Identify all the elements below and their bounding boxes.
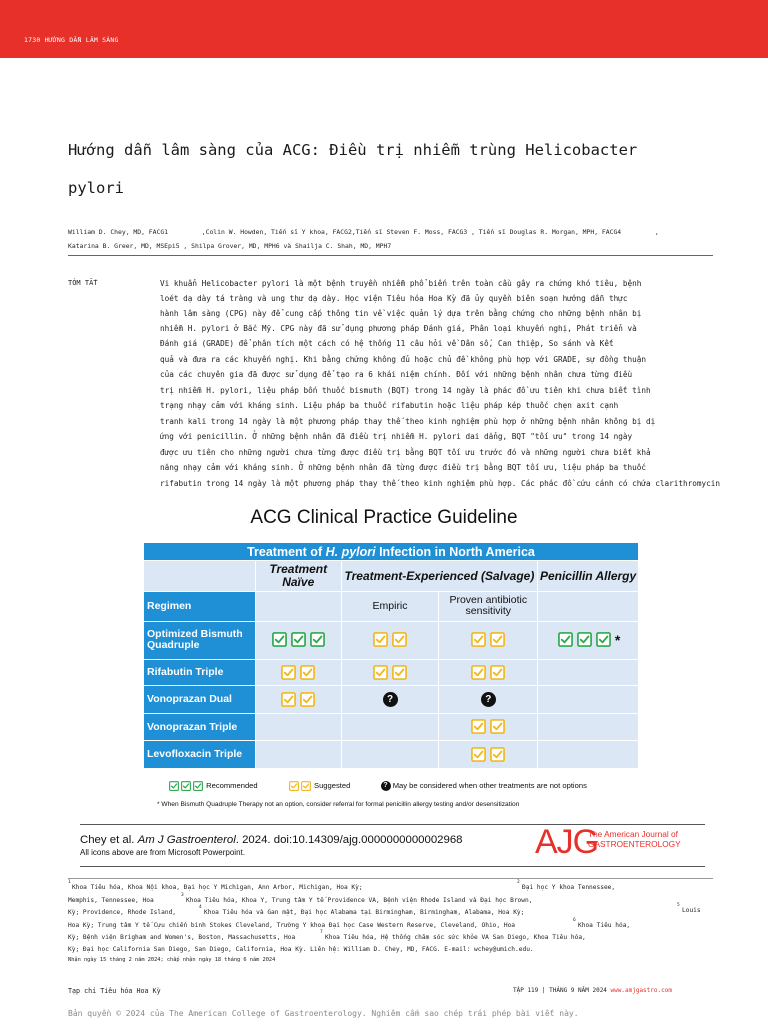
authors-comma: , [654, 228, 659, 236]
col-treatment-naive: Treatment Naïve [255, 561, 341, 592]
cell-vonoprazan-dual-proven [439, 686, 538, 714]
cell-vonoprazan-triple-proven [439, 713, 538, 741]
row-label-levofloxacin-triple: Levofloxacin Triple [144, 741, 256, 769]
figure-footnote: * When Bismuth Quadruple Therapy not an option, consider referral for formal penicillin allergy testing and/or desensitization [157, 801, 520, 808]
legend-question: May be considered when other treatments are not options [392, 781, 587, 790]
cell-rifabutin-empiric [341, 659, 439, 686]
row-label-bismuth-quadruple: Optimized Bismuth Quadruple [144, 621, 256, 659]
suggested-check-icon [301, 781, 311, 791]
recommended-check-icon [310, 632, 325, 647]
suggested-check-icon [471, 632, 486, 647]
figure-divider [80, 866, 705, 867]
recommended-check-icon [596, 632, 611, 647]
affiliations-divider [68, 878, 713, 879]
running-head: 1730 HƯỚNG DẪN LÂM SÀNG [24, 36, 119, 44]
suggested-check-icon [281, 665, 296, 680]
affiliation-line: Khoa Tiêu hóa và Gan mật, Đại học Alabama tại Birmingham, Birmingham, Alabama, Hoa Kỳ; [204, 909, 525, 916]
col-penicillin-allergy: Penicillin Allergy [538, 561, 639, 592]
suggested-check-icon [490, 719, 505, 734]
header-blank [144, 561, 256, 592]
col-treatment-experienced: Treatment-Experienced (Salvage) [341, 561, 537, 592]
question-mark-icon: ? [383, 692, 398, 707]
affiliation-line: Memphis, Tennessee, Hoa [68, 897, 154, 904]
article-title: Hướng dẫn lâm sàng của ACG: Điều trị nhiễm trùng Helicobacter [68, 141, 638, 159]
figure-divider [80, 824, 705, 825]
affiliation-line: Kỳ; Providence, Rhode Island, [68, 909, 177, 916]
suggested-check-icon [490, 632, 505, 647]
recommended-check-icon [181, 781, 191, 791]
recommended-check-icon [577, 632, 592, 647]
suggested-check-icon [490, 665, 505, 680]
cell-bismuth-naive [255, 621, 341, 659]
question-mark-icon: ? [381, 781, 391, 791]
question-mark-icon: ? [481, 692, 496, 707]
cell-vonoprazan-dual-empiric [341, 686, 439, 714]
authors-group: ,Colin W. Howden, Tiến sĩ Y khoa, FACG2,Tiến sĩ Steven F. Moss, FACG3 , Tiến sĩ Douglas R. Morgan, MPH, FACG4 [201, 228, 622, 236]
abstract-line: Vi khuẩn Helicobacter pylori là một bệnh truyền nhiễm phổ biến trên toàn cầu gây ra chứng khó tiêu, bệnh [160, 279, 642, 288]
cell-bismuth-empiric [341, 621, 439, 659]
figure-title: ACG Clinical Practice Guideline [250, 507, 518, 528]
divider [68, 255, 713, 256]
authors-line-2: Katarina B. Greer, MD, MSEpi5 , Shilpa Grover, MD, MPH6 và Shailja C. Shah, MD, MPH7 [68, 242, 392, 250]
cell-vonoprazan-dual-naive [255, 686, 341, 714]
abstract-line: quả và đưa ra các khuyến nghị. Khi bằng chứng không đủ hoặc chủ đề không phù hợp với GRADE, sự đồng thuận [160, 355, 646, 364]
author-chey: William D. Chey, MD, FACG1 [68, 228, 169, 236]
suggested-check-icon [373, 632, 388, 647]
suggested-check-icon [490, 747, 505, 762]
cell-bismuth-proven [439, 621, 538, 659]
affiliation-line: Khoa Tiêu hóa, Hệ thống chăm sóc sức khỏe VA San Diego, Khoa Tiêu hóa, [325, 934, 586, 941]
suggested-check-icon [471, 665, 486, 680]
table-banner: Treatment of H. pylori Infection in North America [144, 543, 639, 561]
abstract-line: trạng nhạy cảm với kháng sinh. Liệu pháp ba thuốc rifabutin hoặc liệu pháp kép thuốc chẹn axit cạnh [160, 401, 619, 410]
recommended-check-icon [558, 632, 573, 647]
row-label-vonoprazan-dual: Vonoprazan Dual [144, 686, 256, 714]
figure-citation: Chey et al. Am J Gastroenterol. 2024. doi:10.14309/ajg.0000000000002968 [80, 834, 463, 846]
legend-suggested: Suggested [314, 781, 351, 790]
cell-rifabutin-proven [439, 659, 538, 686]
ajg-logo: AJG [535, 823, 599, 861]
abstract-line: rifabutin trong 14 ngày là một phương pháp thay thế theo kinh nghiệm phù hợp. Các phác đồ cứu cánh có chứa clarithromycin [160, 479, 721, 488]
subcol-empiric: Empiric [341, 592, 439, 622]
icons-note: All icons above are from Microsoft Powerpoint. [80, 848, 245, 857]
suggested-check-icon [471, 719, 486, 734]
suggested-check-icon [281, 692, 296, 707]
suggested-check-icon [392, 665, 407, 680]
recommended-check-icon [272, 632, 287, 647]
legend-recommended: Recommended [206, 781, 258, 790]
affiliation-line: Louis [682, 907, 701, 914]
affiliation-line: Kỳ; Đại học California San Diego, San Diego, California, Hoa Kỳ. Liên hệ: William D. Chey, MD, FACG. E-mail: wchey@umich.edu. [68, 946, 534, 953]
suggested-check-icon [300, 692, 315, 707]
row-label-vonoprazan-triple: Vonoprazan Triple [144, 713, 256, 741]
abstract-label: TÓM TẮT [68, 279, 98, 287]
abstract-line: nhiễm H. pylori ở Bắc Mỹ. CPG này đã sử dụng phương pháp Đánh giá, Phân loại khuyến nghị, Phát triển và [160, 324, 637, 333]
cell-bismuth-allergy [538, 621, 639, 659]
authors-line [68, 228, 659, 236]
row-label-regimen: Regimen [144, 592, 256, 622]
figure-legend [168, 781, 587, 791]
asterisk-icon: * [614, 631, 621, 648]
journal-name: The American Journal of GASTROENTEROLOGY [588, 829, 681, 849]
abstract-line: ứng với penicillin. Ở những bệnh nhân đã điều trị nhiễm H. pylori dai dẳng, BQT "tối ưu" trong 14 ngày [160, 432, 633, 441]
journal-title: Tạp chí Tiêu hóa Hoa Kỳ [68, 987, 161, 995]
abstract-line: tranh kali trong 14 ngày là một phương pháp thay thế theo kinh nghiệm phù hợp ở những bệnh nhân không bị dị [160, 417, 656, 426]
abstract-line: được ưu tiên cho những người chưa từng được điều trị bằng BQT tối ưu trước đó và những người chưa biết khả [160, 448, 651, 457]
affiliation-line: Khoa Tiêu hóa, Khoa Nội khoa, Đại học Y Michigan, Ann Arbor, Michigan, Hoa Kỳ; [72, 884, 363, 891]
row-label-rifabutin-triple: Rifabutin Triple [144, 659, 256, 686]
abstract-line: hành lâm sàng (CPG) này để cung cấp thông tin về việc quản lý dựa trên bằng chứng cho những bệnh nhân bị [160, 309, 642, 318]
affiliation-line: Khoa Tiêu hóa, [578, 922, 631, 929]
abstract-line: Đánh giá (GRADE) để phân tích một cách có hệ thống 11 câu hỏi về Dân số, Can thiệp, So sánh và Kết [160, 339, 614, 348]
page-info: TẬP 119 | THÁNG 9 NĂM 2024 www.amjgastro.com [513, 987, 672, 994]
received-dates: Nhận ngày 15 tháng 2 năm 2024; chấp nhận ngày 18 tháng 6 năm 2024 [68, 957, 276, 963]
suggested-check-icon [471, 747, 486, 762]
suggested-check-icon [392, 632, 407, 647]
recommended-check-icon [193, 781, 203, 791]
suggested-check-icon [300, 665, 315, 680]
header-bar [0, 0, 768, 58]
cell-levofloxacin-proven [439, 741, 538, 769]
treatment-table [143, 542, 639, 769]
article-title-continued: pylori [68, 179, 124, 197]
recommended-check-icon [169, 781, 179, 791]
affiliation-line: Đại học Y khoa Tennessee, [522, 884, 616, 891]
affiliation-line: Kỳ; Bệnh viện Brigham and Women's, Boston, Massachusetts, Hoa [68, 934, 296, 941]
affiliation-line: Hoa Kỳ; Trung tâm Y tế Cựu chiến binh Stokes Cleveland, Trường Y khoa Đại học Case Western Reserve, Cleveland, Ohio, Hoa [68, 922, 516, 929]
subcol-proven-sensitivity: Proven antibiotic sensitivity [439, 592, 538, 622]
affiliation-line: Khoa Tiêu hóa, Khoa Y, Trung tâm Y tế Providence VA, Bệnh viện Rhode Island và Đại học Brown, [186, 897, 533, 904]
suggested-check-icon [289, 781, 299, 791]
abstract-line: trị nhiễm H. pylori, liệu pháp bốn thuốc bismuth (BQT) trong 14 ngày là phác đồ ưu tiên khi chưa biết tình [160, 386, 651, 395]
journal-website-link[interactable]: www.amjgastro.com [610, 987, 672, 994]
copyright: Bản quyền © 2024 của The American College of Gastroenterology. Nghiêm cấm sao chép trái phép bài viết này. [68, 1009, 579, 1018]
abstract-line: của các chuyên gia đã được sử dụng để tạo ra 6 khái niệm chính. Đối với những bệnh nhân chưa từng điều [160, 370, 633, 379]
suggested-check-icon [373, 665, 388, 680]
recommended-check-icon [291, 632, 306, 647]
abstract-line: loét dạ dày tá tràng và ung thư dạ dày. Học viện Tiêu hóa Hoa Kỳ đã ủy quyền biên soạn hướng dẫn thực [160, 294, 628, 303]
abstract-line: năng nhạy cảm với kháng sinh. Ở những bệnh nhân đã từng được điều trị bằng BQT tối ưu, liệu pháp ba thuốc [160, 463, 646, 472]
cell-rifabutin-naive [255, 659, 341, 686]
